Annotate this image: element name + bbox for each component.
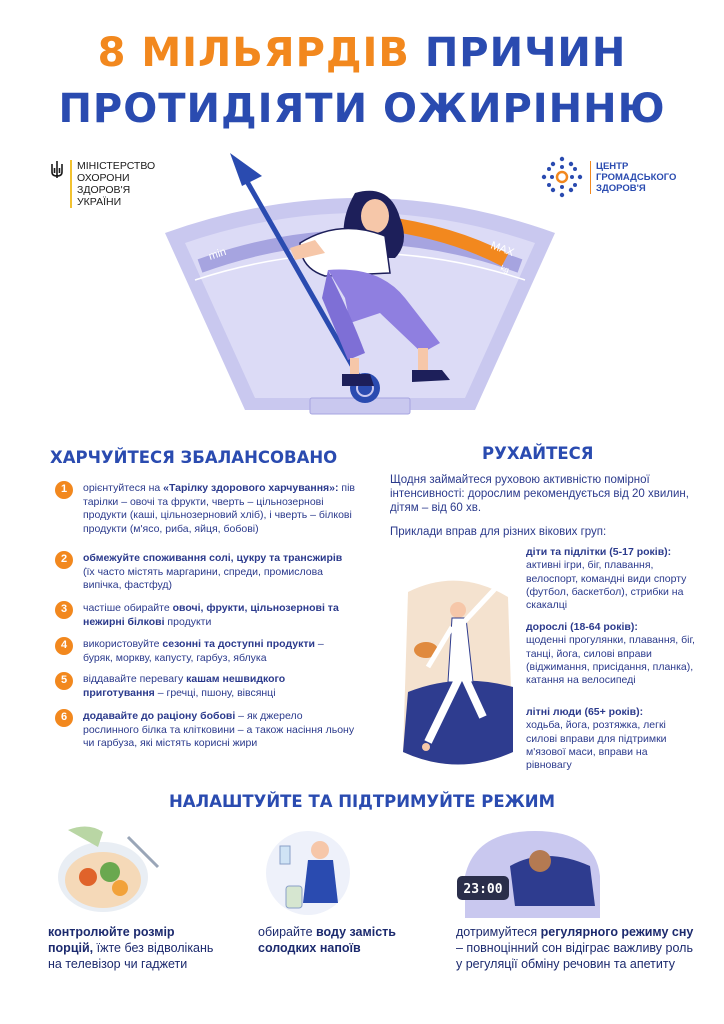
eat-item-text bbox=[83, 710, 355, 751]
eat-item-text bbox=[83, 482, 355, 536]
group-text: активні ігри, біг, плавання, велоспорт, командні види спорту (футбол, баскетбол), стрибки на скакалці bbox=[526, 559, 687, 612]
item-pre: частіше обирайте bbox=[83, 602, 173, 614]
moh-line-2: ОХОРОНИ bbox=[77, 172, 130, 184]
number-badge: 4 bbox=[55, 637, 73, 655]
moh-logo bbox=[50, 160, 155, 208]
trident-icon bbox=[50, 160, 64, 180]
card-pre: дотримуйтеся bbox=[456, 925, 541, 939]
eat-item-text bbox=[83, 638, 355, 665]
moh-logo-text bbox=[70, 160, 155, 208]
eat-item-3 bbox=[55, 602, 355, 629]
item-pre: орієнтуйтеся на bbox=[83, 482, 164, 494]
card-bold: воду замість солодких напоїв bbox=[258, 925, 396, 955]
group-title: дорослі (18-64 років): bbox=[526, 621, 638, 633]
sleep-illustration bbox=[455, 826, 605, 921]
number-badge: 2 bbox=[55, 551, 73, 569]
item-bold: обмежуйте споживання солі, цукру та трансжирів bbox=[83, 552, 343, 564]
eat-item-6 bbox=[55, 710, 355, 751]
item-bold: сезонні та доступні продукти bbox=[162, 638, 315, 650]
regime-card-water bbox=[258, 924, 428, 956]
item-post: (їх часто містять маргарини, спреди, промислова випічка, фастфуд) bbox=[83, 565, 323, 591]
group-text: ходьба, йога, розтяжка, легкі силові вправи для підтримки м'язової маси, вправи на рівновагу bbox=[526, 719, 667, 772]
group-text: щоденні прогулянки, плавання, біг, танці, йога, силові вправи (віджимання, присідання, планка), катання на велосипеді bbox=[526, 634, 695, 687]
scale-unit-label: kg bbox=[499, 263, 511, 275]
page-title-line1 bbox=[0, 30, 724, 76]
moh-line-3: ЗДОРОВ'Я bbox=[77, 184, 131, 196]
regime-heading: НАЛАШТУЙТЕ ТА ПІДТРИМУЙТЕ РЕЖИМ bbox=[168, 792, 556, 811]
item-post: пів тарілки – овочі та фрукти, чверть – цільнозернові продукти (каші, цільнозерновий хліб), і чверть – білкові продукти (м'ясо, риба, яйця, бобові) bbox=[83, 482, 356, 535]
plate-illustration bbox=[48, 822, 168, 917]
group-seniors bbox=[526, 706, 696, 772]
scale-max-label: MAX bbox=[488, 239, 516, 259]
item-bold: «Тарілку здорового харчування»: bbox=[163, 482, 339, 494]
move-intro: Щодня займайтеся руховою активністю помірної інтенсивності: дорослим рекомендується від 20 хвилин, дітям – від 60 хв. bbox=[390, 474, 689, 514]
item-post: – гречці, пшону, вівсянці bbox=[154, 686, 276, 699]
group-adults bbox=[526, 621, 696, 687]
eat-item-text bbox=[83, 552, 355, 593]
card-bold: контролюйте розмір порцій, bbox=[48, 925, 175, 955]
eat-item-1 bbox=[55, 482, 355, 536]
eat-item-2 bbox=[55, 552, 355, 593]
card-bold: регулярного режиму сну bbox=[540, 925, 694, 939]
yoga-illustration bbox=[388, 572, 523, 772]
page-title-line2: ПРОТИДІЯТИ ОЖИРІННЮ bbox=[58, 86, 666, 132]
item-post: продукти bbox=[164, 615, 212, 628]
number-badge: 5 bbox=[55, 672, 73, 690]
regime-card-portions bbox=[48, 924, 218, 972]
group-title: діти та підлітки (5-17 років): bbox=[526, 546, 672, 558]
water-illustration bbox=[258, 828, 358, 918]
cgz-logo-text bbox=[590, 161, 676, 194]
item-post: – як джерело рослинного білка та клітковини – а також насіння льону чи гарбуза, які містять корисні жири bbox=[83, 710, 355, 749]
item-pre: віддавайте перевагу bbox=[83, 673, 187, 685]
eat-item-text bbox=[83, 602, 355, 629]
cgz-line-3: ЗДОРОВ'Я bbox=[596, 182, 646, 194]
scale-illustration bbox=[150, 148, 570, 428]
group-title: літні люди (65+ років): bbox=[526, 706, 644, 718]
item-post: – буряк, моркву, капусту, гарбуз, яблука bbox=[83, 638, 324, 664]
eat-item-4 bbox=[55, 638, 355, 665]
eat-heading: ХАРЧУЙТЕСЯ ЗБАЛАНСОВАНО bbox=[50, 448, 338, 467]
title-blue: ПРИЧИН bbox=[424, 30, 627, 76]
number-badge: 6 bbox=[55, 709, 73, 727]
item-bold: додавайте до раціону бобові bbox=[83, 710, 236, 722]
scale-min-label: min bbox=[207, 245, 228, 263]
number-badge: 3 bbox=[55, 601, 73, 619]
eat-item-5 bbox=[55, 673, 355, 700]
item-bold: кашам нешвидкого приготування bbox=[83, 673, 286, 699]
eat-item-text bbox=[83, 673, 355, 700]
clock-display: 23:00 bbox=[463, 882, 503, 897]
move-heading: РУХАЙТЕСЯ bbox=[482, 444, 594, 463]
card-text: – повноцінний сон відіграє важливу роль у регуляції обміну речовин та апетиту bbox=[456, 941, 693, 971]
item-pre: використовуйте bbox=[83, 638, 163, 650]
moh-line-1: МІНІСТЕРСТВО bbox=[77, 160, 156, 172]
card-text: їжте без відволікань на телевізор чи гаджети bbox=[48, 941, 214, 971]
examples-title: Приклади вправ для різних вікових груп: bbox=[390, 526, 607, 538]
title-orange: 8 МІЛЬЯРДІВ bbox=[97, 30, 410, 76]
number-badge: 1 bbox=[55, 481, 73, 499]
item-bold: овочі, фрукти, цільнозернові та нежирні білкові bbox=[83, 602, 339, 628]
group-kids bbox=[526, 546, 696, 612]
moh-line-4: УКРАЇНИ bbox=[77, 196, 122, 208]
cgz-line-2: ГРОМАДСЬКОГО bbox=[596, 171, 677, 183]
cgz-line-1: ЦЕНТР bbox=[596, 160, 629, 172]
card-pre: обирайте bbox=[258, 925, 316, 939]
regime-card-sleep bbox=[456, 924, 696, 972]
